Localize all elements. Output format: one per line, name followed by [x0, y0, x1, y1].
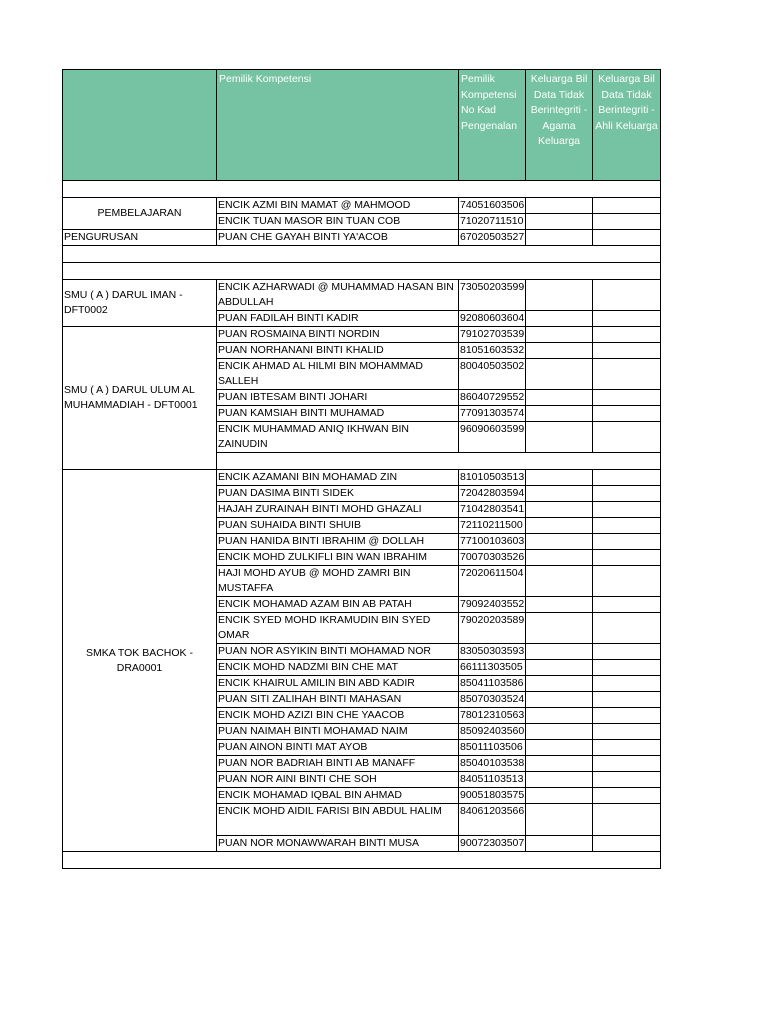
ic-number: 84051103513 [459, 772, 526, 788]
ic-number: 66111303505 [459, 660, 526, 676]
ic-number: 92080603604 [459, 311, 526, 327]
header-cell-family: Keluarga Bil Data Tidak Berintegriti - Ahli Keluarga [593, 70, 661, 181]
ic-number: 84061203566 [459, 804, 526, 836]
owner-name: ENCIK MOHD AZIZI BIN CHE YAACOB [217, 708, 459, 724]
table-row [63, 327, 661, 343]
competency-table [62, 69, 661, 869]
ic-number: 90072303507 [459, 836, 526, 852]
owner-name: ENCIK MOHD ZULKIFLI BIN WAN IBRAHIM [217, 550, 459, 566]
group-label: SMU ( A ) DARUL ULUM AL MUHAMMADIAH - DFT0001 [63, 327, 217, 470]
ic-number: 85041103586 [459, 676, 526, 692]
owner-name: PUAN FADILAH BINTI KADIR [217, 311, 459, 327]
ic-number: 80040503502 [459, 359, 526, 390]
group-label: SMKA TOK BACHOK - DRA0001 [63, 470, 217, 852]
ic-number: 77100103603 [459, 534, 526, 550]
owner-name: ENCIK MOHD NADZMI BIN CHE MAT [217, 660, 459, 676]
spacer-row [63, 263, 661, 280]
ic-number: 83050303593 [459, 644, 526, 660]
ic-number: 71020711510 [459, 214, 526, 230]
ic-number: 72020611504 [459, 566, 526, 597]
owner-name: PUAN IBTESAM BINTI JOHARI [217, 390, 459, 406]
owner-name: ENCIK AZAMANI BIN MOHAMAD ZIN [217, 470, 459, 486]
table-row [63, 470, 661, 486]
ic-number: 85011103506 [459, 740, 526, 756]
ic-number: 81051603532 [459, 343, 526, 359]
owner-name: PUAN AINON BINTI MAT AYOB [217, 740, 459, 756]
owner-name: ENCIK KHAIRUL AMILIN BIN ABD KADIR [217, 676, 459, 692]
owner-name: ENCIK AZMI BIN MAMAT @ MAHMOOD [217, 198, 459, 214]
owner-name: PUAN NORHANANI BINTI KHALID [217, 343, 459, 359]
ic-number: 85092403560 [459, 724, 526, 740]
owner-name: PUAN CHE GAYAH BINTI YA'ACOB [217, 230, 459, 246]
ic-number: 85070303524 [459, 692, 526, 708]
ic-number: 67020503527 [459, 230, 526, 246]
header-cell-owner: Pemilik Kompetensi [217, 70, 459, 181]
owner-name: PUAN NOR ASYIKIN BINTI MOHAMAD NOR [217, 644, 459, 660]
owner-name: PUAN SUHAIDA BINTI SHUIB [217, 518, 459, 534]
table-row [63, 198, 661, 214]
ic-number: 81010503513 [459, 470, 526, 486]
header-row [63, 70, 661, 181]
ic-number: 86040729552 [459, 390, 526, 406]
spacer-row [63, 246, 661, 263]
owner-name: HAJAH ZURAINAH BINTI MOHD GHAZALI [217, 502, 459, 518]
ic-number: 79020203589 [459, 613, 526, 644]
owner-name: PUAN NOR MONAWWARAH BINTI MUSA [217, 836, 459, 852]
owner-name: ENCIK MUHAMMAD ANIQ IKHWAN BIN ZAINUDIN [217, 422, 459, 453]
table-row [63, 230, 661, 246]
owner-name: PUAN DASIMA BINTI SIDEK [217, 486, 459, 502]
ic-number: 70070303526 [459, 550, 526, 566]
header-cell-ic: Pemilik Kompetensi No Kad Pengenalan [459, 70, 526, 181]
ic-number: 73050203599 [459, 280, 526, 311]
ic-number: 71042803541 [459, 502, 526, 518]
ic-number: 78012310563 [459, 708, 526, 724]
owner-name: ENCIK AZHARWADI @ MUHAMMAD HASAN BIN ABDULLAH [217, 280, 459, 311]
ic-number: 90051803575 [459, 788, 526, 804]
ic-number: 96090603599 [459, 422, 526, 453]
ic-number: 85040103538 [459, 756, 526, 772]
owner-name: PUAN HANIDA BINTI IBRAHIM @ DOLLAH [217, 534, 459, 550]
owner-name: ENCIK TUAN MASOR BIN TUAN COB [217, 214, 459, 230]
owner-name: ENCIK MOHAMAD AZAM BIN AB PATAH [217, 597, 459, 613]
owner-name: PUAN NOR AINI BINTI CHE SOH [217, 772, 459, 788]
owner-name: PUAN KAMSIAH BINTI MUHAMAD [217, 406, 459, 422]
owner-name: ENCIK SYED MOHD IKRAMUDIN BIN SYED OMAR [217, 613, 459, 644]
group-label: SMU ( A ) DARUL IMAN - DFT0002 [63, 280, 217, 327]
header-cell-religion: Keluarga Bil Data Tidak Berintegriti - Agama Keluarga [526, 70, 593, 181]
group-label: PENGURUSAN [63, 230, 217, 246]
header-cell-category [63, 70, 217, 181]
group-label: PEMBELAJARAN [63, 198, 217, 230]
owner-name: PUAN ROSMAINA BINTI NORDIN [217, 327, 459, 343]
owner-name: PUAN NOR BADRIAH BINTI AB MANAFF [217, 756, 459, 772]
owner-name: ENCIK AHMAD AL HILMI BIN MOHAMMAD SALLEH [217, 359, 459, 390]
owner-name: ENCIK MOHAMAD IQBAL BIN AHMAD [217, 788, 459, 804]
ic-number: 79102703539 [459, 327, 526, 343]
owner-name: HAJI MOHD AYUB @ MOHD ZAMRI BIN MUSTAFFA [217, 566, 459, 597]
owner-name: ENCIK MOHD AIDIL FARISI BIN ABDUL HALIM [217, 804, 459, 836]
spacer-row [63, 181, 661, 198]
spacer-row [63, 852, 661, 869]
owner-name: PUAN NAIMAH BINTI MOHAMAD NAIM [217, 724, 459, 740]
owner-name: PUAN SITI ZALIHAH BINTI MAHASAN [217, 692, 459, 708]
ic-number: 79092403552 [459, 597, 526, 613]
ic-number: 74051603506 [459, 198, 526, 214]
ic-number: 77091303574 [459, 406, 526, 422]
ic-number: 72042803594 [459, 486, 526, 502]
table-row [63, 280, 661, 311]
ic-number: 72110211500 [459, 518, 526, 534]
